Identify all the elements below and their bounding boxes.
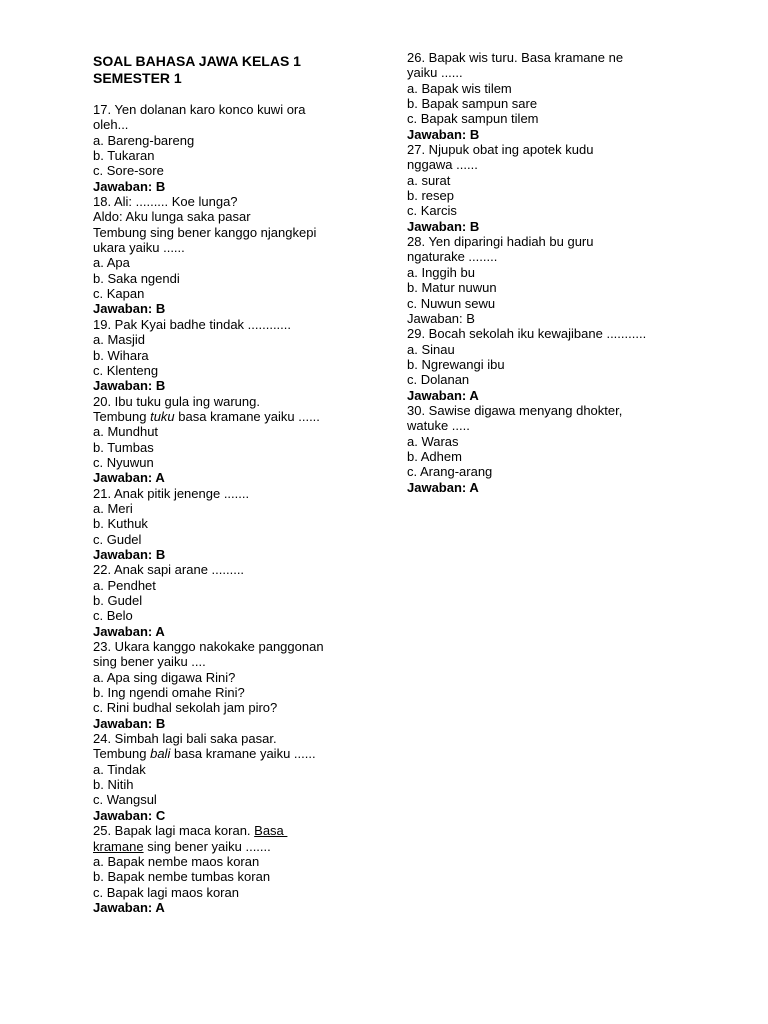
text-segment: sing bener yaiku .... <box>93 654 206 670</box>
question-text-line <box>93 746 363 761</box>
text-segment: Jawaban: B <box>93 378 166 394</box>
text-segment: c. Karcis <box>407 203 457 219</box>
answer-option <box>407 342 697 357</box>
answer-option <box>93 501 363 516</box>
text-segment: a. Apa sing digawa Rini? <box>93 669 236 685</box>
text-segment: Jawaban: A <box>93 623 165 639</box>
text-segment: a. Apa <box>93 255 130 271</box>
text-segment: a. Inggih bu <box>407 264 475 280</box>
text-segment: a. Bapak nembe maos koran <box>93 853 260 869</box>
text-segment: basa kramane yaiku ...... <box>174 408 320 424</box>
text-segment: a. Meri <box>93 500 133 516</box>
question-text-line <box>407 234 697 249</box>
answer-option <box>93 348 363 363</box>
text-segment: b. Tumbas <box>93 439 154 455</box>
answer-key-line <box>93 624 363 639</box>
answer-option <box>407 464 697 479</box>
text-segment: sing bener yaiku ....... <box>143 838 271 854</box>
text-segment: c. Bapak lagi maos koran <box>93 884 239 900</box>
answer-option <box>407 449 697 464</box>
question-text-line <box>93 486 363 501</box>
text-segment: b. Tukaran <box>93 148 155 164</box>
answer-key-line <box>93 179 363 194</box>
text-segment: c. Kapan <box>93 286 145 302</box>
answer-option <box>407 372 697 387</box>
text-segment: Tembung <box>93 746 151 762</box>
question-text-line <box>407 249 697 264</box>
text-segment: c. Bapak sampun tilem <box>407 111 539 127</box>
answer-option <box>93 133 363 148</box>
text-segment: yaiku ...... <box>407 65 463 81</box>
text-segment: b. Bapak nembe tumbas koran <box>93 869 271 885</box>
question-text-line <box>407 326 697 341</box>
text-segment: 23. Ukara kanggo nakokake panggonan <box>93 639 324 655</box>
answer-option <box>93 593 363 608</box>
answer-option <box>93 286 363 301</box>
question-text-line <box>407 65 697 80</box>
text-segment: 22. Anak sapi arane ......... <box>93 562 245 578</box>
text-segment: b. Nitih <box>93 777 134 793</box>
question-text-line <box>93 639 363 654</box>
text-segment: b. Bapak sampun sare <box>407 96 538 112</box>
text-segment: b. Matur nuwun <box>407 280 497 296</box>
answer-key-line <box>93 378 363 393</box>
answer-option <box>407 434 697 449</box>
answer-key-line <box>93 547 363 562</box>
question-text-line <box>407 157 697 172</box>
left-question-list <box>93 102 363 915</box>
text-segment: ngaturake ........ <box>407 249 498 265</box>
text-segment: Jawaban: A <box>407 479 479 495</box>
answer-key-line <box>93 301 363 316</box>
text-segment: watuke ..... <box>407 418 470 434</box>
answer-key-line <box>407 388 697 403</box>
text-segment: c. Wangsul <box>93 792 157 808</box>
question-text-line <box>93 240 363 255</box>
text-segment: Jawaban: B <box>93 715 166 731</box>
text-segment: c. Dolanan <box>407 372 470 388</box>
answer-option <box>93 885 363 900</box>
text-segment: a. Tindak <box>93 761 146 777</box>
question-text-line <box>93 823 363 838</box>
text-segment: c. Sore-sore <box>93 163 164 179</box>
text-segment: Jawaban: B <box>407 218 480 234</box>
text-segment: b. Adhem <box>407 448 462 464</box>
text-segment: a. Waras <box>407 433 459 449</box>
text-segment: 27. Njupuk obat ing apotek kudu <box>407 142 594 158</box>
text-segment: a. Pendhet <box>93 577 156 593</box>
answer-option <box>407 96 697 111</box>
text-segment: Jawaban: B <box>93 546 166 562</box>
text-segment: 24. Simbah lagi bali saka pasar. <box>93 731 277 747</box>
text-segment: Jawaban: B <box>93 178 166 194</box>
text-segment: Jawaban: B <box>407 126 480 142</box>
text-segment: c. Gudel <box>93 531 142 547</box>
text-segment: 19. Pak Kyai badhe tindak ............ <box>93 316 292 332</box>
text-segment: Jawaban: B <box>407 310 475 326</box>
answer-option <box>93 424 363 439</box>
right-question-list <box>407 50 697 495</box>
text-segment: a. Mundhut <box>93 424 159 440</box>
text-segment: a. Sinau <box>407 341 455 357</box>
answer-option <box>93 578 363 593</box>
text-segment: b. Ngrewangi ibu <box>407 356 505 372</box>
answer-option <box>93 271 363 286</box>
answer-option <box>407 296 697 311</box>
answer-key-line <box>93 716 363 731</box>
text-segment: a. Masjid <box>93 332 146 348</box>
text-segment: 30. Sawise digawa menyang dhokter, <box>407 402 623 418</box>
question-text-line <box>93 562 363 577</box>
answer-option <box>93 363 363 378</box>
text-segment: kramane <box>93 838 144 854</box>
document-title <box>93 53 363 86</box>
answer-option <box>93 532 363 547</box>
answer-key-line <box>93 808 363 823</box>
left-column <box>93 50 363 915</box>
text-segment: Jawaban: A <box>407 387 479 403</box>
text-segment: basa kramane yaiku ...... <box>170 746 316 762</box>
text-segment: c. Nyuwun <box>93 454 154 470</box>
text-segment: c. Nuwun sewu <box>407 295 496 311</box>
answer-option <box>407 111 697 126</box>
answer-option <box>93 455 363 470</box>
answer-option <box>93 762 363 777</box>
text-segment: 28. Yen diparingi hadiah bu guru <box>407 234 594 250</box>
answer-option <box>93 516 363 531</box>
text-segment: Tembung sing bener kanggo njangkepi <box>93 224 317 240</box>
text-segment: c. Arang-arang <box>407 464 493 480</box>
answer-option <box>93 332 363 347</box>
text-segment: a. Bapak wis tilem <box>407 80 512 96</box>
text-segment: b. Saka ngendi <box>93 270 180 286</box>
answer-key-line <box>407 219 697 234</box>
text-segment: 18. Ali: ......... Koe lunga? <box>93 194 238 210</box>
text-segment: tuku <box>150 408 175 424</box>
text-segment: b. Gudel <box>93 593 143 608</box>
question-text-line <box>93 654 363 669</box>
text-segment: a. Bareng-bareng <box>93 132 195 148</box>
answer-key-line <box>93 900 363 915</box>
answer-option <box>407 357 697 372</box>
answer-option <box>93 255 363 270</box>
answer-option <box>93 854 363 869</box>
question-text-line <box>93 117 363 132</box>
answer-option <box>407 173 697 188</box>
answer-key-line <box>407 480 697 495</box>
text-segment: oleh... <box>93 117 129 133</box>
question-text-line <box>407 418 697 433</box>
text-segment: ukara yaiku ...... <box>93 240 185 256</box>
question-text-line <box>93 394 363 409</box>
answer-option <box>93 608 363 623</box>
text-segment: 20. Ibu tuku gula ing warung. <box>93 393 260 409</box>
text-segment: 26. Bapak wis turu. Basa kramane ne <box>407 50 624 65</box>
answer-option <box>93 148 363 163</box>
answer-option <box>93 777 363 792</box>
text-segment: b. resep <box>407 188 454 204</box>
text-segment: Jawaban: C <box>93 807 166 823</box>
text-segment: bali <box>150 746 171 762</box>
question-text-line <box>407 50 697 65</box>
answer-key-line <box>407 311 697 326</box>
text-segment: c. Klenteng <box>93 362 159 378</box>
question-text-line <box>93 731 363 746</box>
title-line-1: SOAL BAHASA JAWA KELAS 1 <box>93 53 301 69</box>
text-segment: b. Kuthuk <box>93 516 148 532</box>
text-segment: 25. Bapak lagi maca koran. <box>93 823 255 839</box>
text-segment: nggawa ...... <box>407 157 478 173</box>
text-segment: Basa <box>254 823 288 839</box>
answer-option <box>93 163 363 178</box>
answer-option <box>407 265 697 280</box>
text-segment: 17. Yen dolanan karo konco kuwi ora <box>93 102 306 117</box>
answer-key-line <box>407 127 697 142</box>
text-segment: 21. Anak pitik jenenge ....... <box>93 485 250 501</box>
answer-option <box>93 670 363 685</box>
answer-option <box>93 792 363 807</box>
answer-option <box>93 869 363 884</box>
answer-option <box>407 280 697 295</box>
text-segment: Aldo: Aku lunga saka pasar <box>93 209 251 225</box>
text-segment: Jawaban: B <box>93 301 166 317</box>
answer-key-line <box>93 470 363 485</box>
question-text-line <box>93 317 363 332</box>
question-text-line <box>407 142 697 157</box>
text-segment: a. surat <box>407 172 451 188</box>
answer-option <box>407 188 697 203</box>
answer-option <box>93 440 363 455</box>
question-text-line <box>93 839 363 854</box>
question-text-line <box>93 209 363 224</box>
text-segment: c. Rini budhal sekolah jam piro? <box>93 700 278 716</box>
text-segment: 29. Bocah sekolah iku kewajibane ........... <box>407 326 647 342</box>
question-text-line <box>407 403 697 418</box>
text-segment: Tembung <box>93 408 151 424</box>
answer-option <box>93 685 363 700</box>
text-segment: Jawaban: A <box>93 899 165 915</box>
text-segment: c. Belo <box>93 608 133 624</box>
text-segment: b. Ing ngendi omahe Rini? <box>93 685 245 701</box>
right-column <box>407 50 697 495</box>
question-text-line <box>93 225 363 240</box>
question-text-line <box>93 102 363 117</box>
answer-option <box>407 81 697 96</box>
answer-option <box>407 203 697 218</box>
question-text-line <box>93 194 363 209</box>
question-text-line <box>93 409 363 424</box>
text-segment: Jawaban: A <box>93 470 165 486</box>
text-segment: b. Wihara <box>93 347 149 363</box>
answer-option <box>93 700 363 715</box>
title-line-2: SEMESTER 1 <box>93 69 182 86</box>
